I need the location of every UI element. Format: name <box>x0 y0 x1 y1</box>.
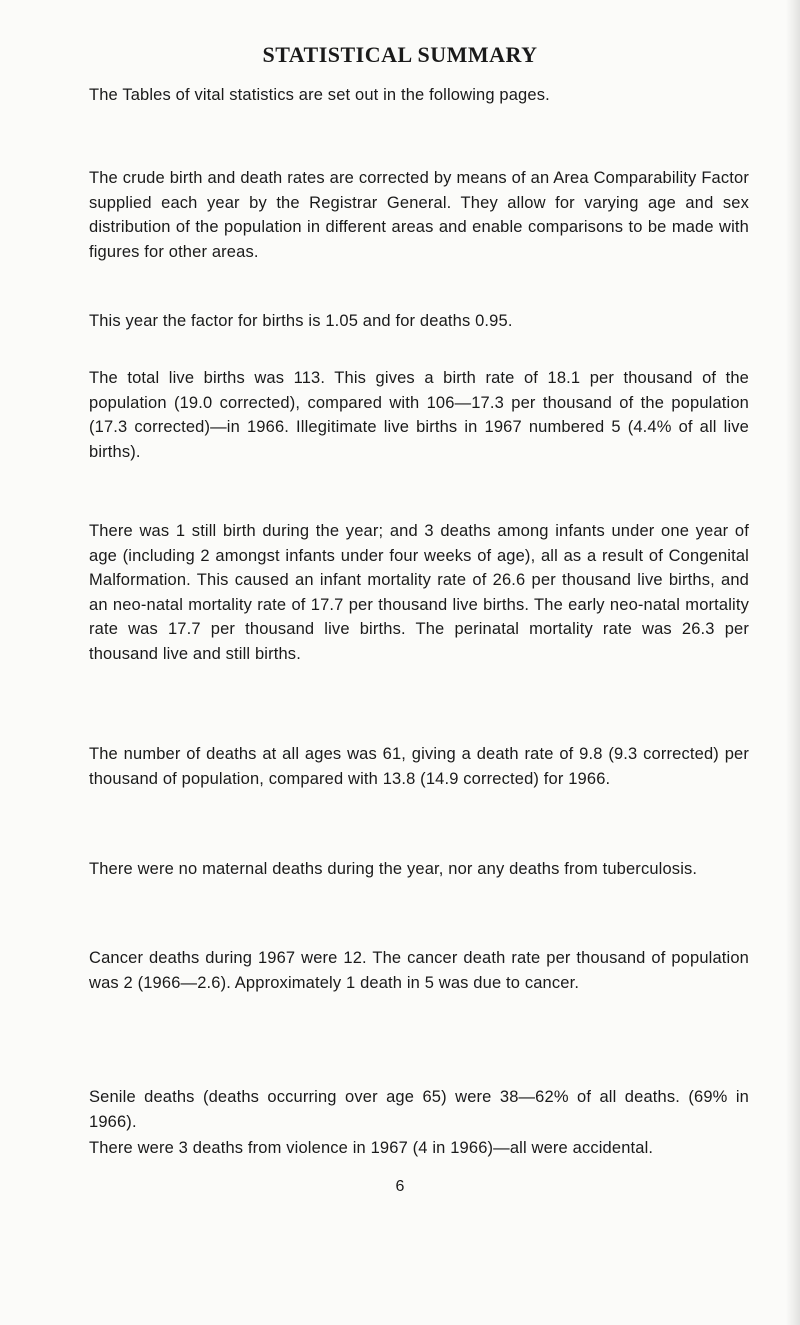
paragraph-intro: The Tables of vital statistics are set out in the following pages. <box>89 86 550 104</box>
page-edge-shadow <box>786 0 800 1325</box>
paragraph-infant-mortality: There was 1 still birth during the year; and 3 deaths among infants under one year of age (including 2 amongst infants under four weeks of age), all as a result of Congenital Malformation. This caused an infant mortality rate of 26.6 per thousand live births, and an neo-natal mortality rate of 17.7 per thousand live births. The early neo-natal mortality rate was 17.7 per thousand live births. The perinatal mortality rate was 26.3 per thousand live and still births. <box>89 522 749 663</box>
page-number: 6 <box>395 1178 405 1195</box>
paragraph-maternal-deaths: There were no maternal deaths during the year, nor any deaths from tuberculosis. <box>89 860 698 878</box>
page-title: STATISTICAL SUMMARY <box>262 42 538 67</box>
paragraph-comparability-factor: The crude birth and death rates are corrected by means of an Area Comparability Factor supplied each year by the Registrar General. They allow for varying age and sex distribution of the population in different areas and enable comparisons to be made with figures for other areas. <box>89 169 749 261</box>
paragraph-senile-deaths: Senile deaths (deaths occurring over age 65) were 38—62% of all deaths. (69% in 1966). <box>89 1088 749 1131</box>
paragraph-cancer-deaths: Cancer deaths during 1967 were 12. The cancer death rate per thousand of population was 2 (1966—2.6). Approximately 1 death in 5 was due to cancer. <box>89 949 749 992</box>
paragraph-factor-values: This year the factor for births is 1.05 and for deaths 0.95. <box>89 312 513 330</box>
paragraph-deaths-all-ages: The number of deaths at all ages was 61, giving a death rate of 9.8 (9.3 corrected) per thousand of population, compared with 13.8 (14.9 corrected) for 1966. <box>89 745 749 788</box>
paragraph-live-births: The total live births was 113. This gives a birth rate of 18.1 per thousand of the population (19.0 corrected), compared with 106—17.3 per thousand of the population (17.3 corrected)—in 1966. Illegitimate live births in 1967 numbered 5 (4.4% of all live births). <box>89 369 749 461</box>
paragraph-violence-deaths: There were 3 deaths from violence in 1967 (4 in 1966)—all were accidental. <box>89 1139 654 1157</box>
